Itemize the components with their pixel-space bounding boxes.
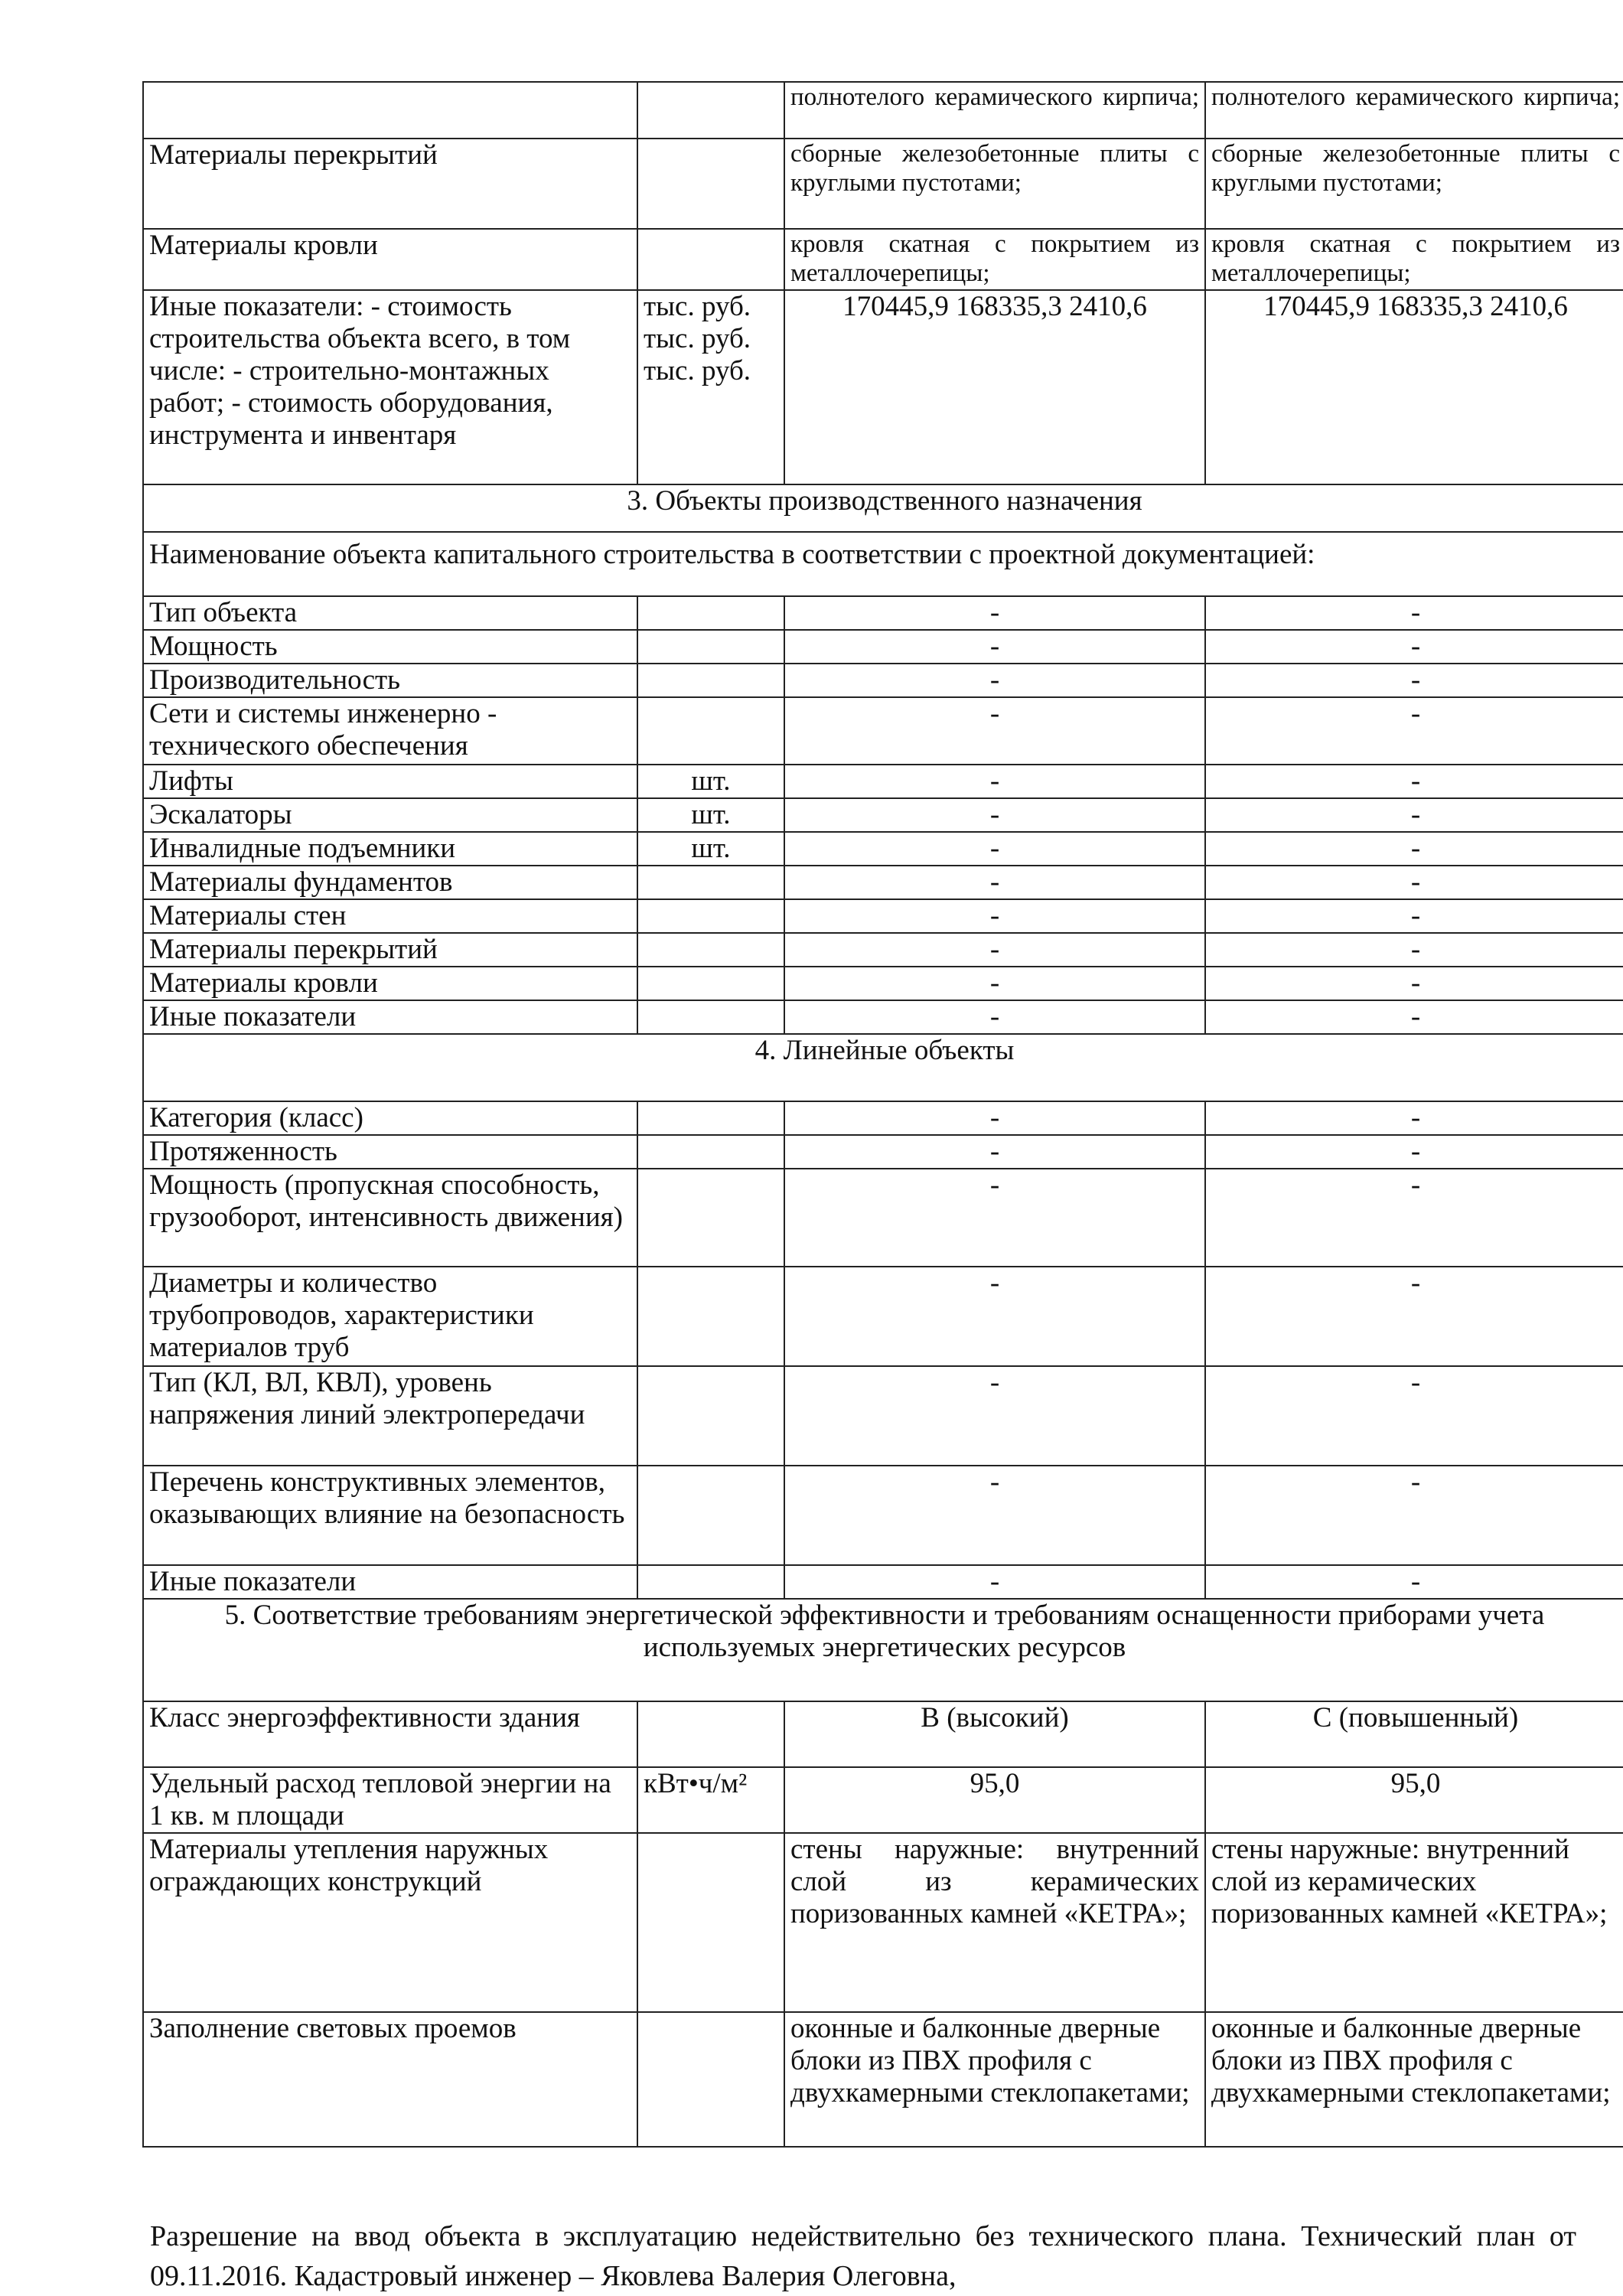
- row-value-project: стены наружные: внутренний слой из керамических поризованных камней «КЕТРА»;: [784, 1833, 1205, 2012]
- row-value-actual: оконные и балконные дверные блоки из ПВХ профиля с двухкамерными стеклопакетами;: [1205, 2012, 1623, 2147]
- table-row: [143, 1833, 1623, 2012]
- row-value-project: -: [784, 1169, 1205, 1267]
- row-label: Эскалаторы: [143, 798, 637, 832]
- row-value-project: -: [784, 832, 1205, 866]
- row-value-project: сборные железобетонные плиты с круглыми пустотами;: [784, 139, 1205, 229]
- row-label: Заполнение световых проемов: [143, 2012, 637, 2147]
- row-label: Материалы стен: [143, 899, 637, 933]
- row-value-project: полнотелого керамического кирпича;: [784, 82, 1205, 139]
- table-row: [143, 933, 1623, 967]
- row-label: Тип объекта: [143, 596, 637, 630]
- row-value-actual: -: [1205, 765, 1623, 798]
- row-value-project: -: [784, 630, 1205, 664]
- row-value-project: оконные и балконные дверные блоки из ПВХ профиля с двухкамерными стеклопакетами;: [784, 2012, 1205, 2147]
- row-value-project: 170445,9 168335,3 2410,6: [784, 290, 1205, 484]
- row-unit: [637, 866, 784, 899]
- row-label: Материалы кровли: [143, 229, 637, 290]
- row-value-project: кровля скатная с покрытием из металлочерепицы;: [784, 229, 1205, 290]
- row-value-actual: -: [1205, 1101, 1623, 1135]
- row-unit: [637, 1000, 784, 1034]
- row-value-project: -: [784, 798, 1205, 832]
- row-label: Мощность: [143, 630, 637, 664]
- row-unit: [637, 1135, 784, 1169]
- table-row: [143, 664, 1623, 697]
- row-label: Тип (КЛ, ВЛ, КВЛ), уровень напряжения линий электропередачи: [143, 1366, 637, 1466]
- row-value-actual: -: [1205, 630, 1623, 664]
- row-unit: [637, 630, 784, 664]
- row-label: Удельный расход тепловой энергии на 1 кв. м площади: [143, 1767, 637, 1833]
- row-value-project: -: [784, 1000, 1205, 1034]
- row-value-project: В (высокий): [784, 1701, 1205, 1767]
- table-row: [143, 1565, 1623, 1599]
- section-title: 3. Объекты производственного назначения: [143, 484, 1623, 532]
- row-unit: [637, 899, 784, 933]
- row-unit: [637, 1701, 784, 1767]
- row-unit: [637, 1169, 784, 1267]
- row-label: Диаметры и количество трубопроводов, характеристики материалов труб: [143, 1267, 637, 1366]
- row-label: [143, 82, 637, 139]
- row-label: Протяженность: [143, 1135, 637, 1169]
- table-row: [143, 2012, 1623, 2147]
- row-label: Лифты: [143, 765, 637, 798]
- row-label: Иные показатели: [143, 1565, 637, 1599]
- row-value-project: -: [784, 1466, 1205, 1565]
- table-row: [143, 290, 1623, 484]
- row-value-actual: -: [1205, 798, 1623, 832]
- row-unit: [637, 1565, 784, 1599]
- row-label: Сети и системы инженерно - технического обеспечения: [143, 697, 637, 765]
- row-unit: [637, 967, 784, 1000]
- row-label: Перечень конструктивных элементов, оказывающих влияние на безопасность: [143, 1466, 637, 1565]
- row-value-actual: 95,0: [1205, 1767, 1623, 1833]
- object-name-label: Наименование объекта капитального строительства в соответствии с проектной документацией:: [143, 532, 1623, 596]
- row-value-actual: сборные железобетонные плиты с круглыми пустотами;: [1205, 139, 1623, 229]
- row-unit: [637, 933, 784, 967]
- table-row: [143, 532, 1623, 596]
- row-value-actual: полнотелого керамического кирпича;: [1205, 82, 1623, 139]
- row-value-actual: -: [1205, 596, 1623, 630]
- table-row: [143, 1466, 1623, 1565]
- section-title: 5. Соответствие требованиям энергетической эффективности и требованиям оснащенности приборами учета используемых энергетических ресурсов: [143, 1599, 1623, 1701]
- row-unit: шт.: [637, 798, 784, 832]
- row-unit: [637, 697, 784, 765]
- row-value-actual: стены наружные: внутренний слой из керамических поризованных камней «КЕТРА»;: [1205, 1833, 1623, 2012]
- row-value-project: -: [784, 1366, 1205, 1466]
- table-row: [143, 899, 1623, 933]
- section-header: [143, 1599, 1623, 1701]
- table-row: [143, 1267, 1623, 1366]
- row-value-actual: С (повышенный): [1205, 1701, 1623, 1767]
- table-row: [143, 967, 1623, 1000]
- row-label: Иные показатели: - стоимость строительства объекта всего, в том числе: - строительно-монтажных работ; - стоимость оборудования, инструмента и инвентаря: [143, 290, 637, 484]
- section-header: [143, 1034, 1623, 1101]
- row-unit: [637, 596, 784, 630]
- row-unit: кВт•ч/м²: [637, 1767, 784, 1833]
- table-row: [143, 765, 1623, 798]
- table-row: [143, 832, 1623, 866]
- row-value-actual: кровля скатная с покрытием из металлочерепицы;: [1205, 229, 1623, 290]
- row-value-actual: -: [1205, 832, 1623, 866]
- row-value-actual: -: [1205, 899, 1623, 933]
- row-label: Материалы перекрытий: [143, 933, 637, 967]
- row-unit: [637, 1267, 784, 1366]
- row-value-project: -: [784, 967, 1205, 1000]
- row-value-actual: -: [1205, 1135, 1623, 1169]
- row-label: Материалы кровли: [143, 967, 637, 1000]
- row-value-actual: -: [1205, 967, 1623, 1000]
- row-unit: тыс. руб. тыс. руб. тыс. руб.: [637, 290, 784, 484]
- characteristics-table: [142, 81, 1623, 2148]
- row-value-actual: -: [1205, 697, 1623, 765]
- row-label: Мощность (пропускная способность, грузооборот, интенсивность движения): [143, 1169, 637, 1267]
- table-row: [143, 1135, 1623, 1169]
- row-value-project: -: [784, 933, 1205, 967]
- row-unit: шт.: [637, 832, 784, 866]
- row-unit: [637, 82, 784, 139]
- row-label: Инвалидные подъемники: [143, 832, 637, 866]
- row-value-project: -: [784, 664, 1205, 697]
- row-value-actual: -: [1205, 1366, 1623, 1466]
- row-unit: [637, 229, 784, 290]
- row-value-actual: -: [1205, 1565, 1623, 1599]
- row-value-actual: -: [1205, 1466, 1623, 1565]
- row-value-actual: -: [1205, 1000, 1623, 1034]
- row-unit: [637, 664, 784, 697]
- table-row: [143, 1767, 1623, 1833]
- row-unit: [637, 1101, 784, 1135]
- row-value-project: -: [784, 866, 1205, 899]
- row-value-actual: -: [1205, 1169, 1623, 1267]
- table-row: [143, 82, 1623, 139]
- row-value-project: -: [784, 1565, 1205, 1599]
- row-unit: [637, 1366, 784, 1466]
- table-row: [143, 139, 1623, 229]
- row-label: Класс энергоэффективности здания: [143, 1701, 637, 1767]
- row-unit: [637, 1466, 784, 1565]
- row-value-project: -: [784, 1101, 1205, 1135]
- row-value-actual: -: [1205, 866, 1623, 899]
- table-row: [143, 1701, 1623, 1767]
- row-unit: [637, 1833, 784, 2012]
- row-value-project: -: [784, 765, 1205, 798]
- row-label: Иные показатели: [143, 1000, 637, 1034]
- table-row: [143, 630, 1623, 664]
- table-row: [143, 697, 1623, 765]
- row-value-actual: 170445,9 168335,3 2410,6: [1205, 290, 1623, 484]
- row-label: Категория (класс): [143, 1101, 637, 1135]
- section-header: [143, 484, 1623, 532]
- row-label: Материалы перекрытий: [143, 139, 637, 229]
- row-value-project: -: [784, 697, 1205, 765]
- row-unit: [637, 139, 784, 229]
- row-value-actual: -: [1205, 664, 1623, 697]
- section-title: 4. Линейные объекты: [143, 1034, 1623, 1101]
- table-row: [143, 1101, 1623, 1135]
- table-row: [143, 229, 1623, 290]
- row-value-project: -: [784, 899, 1205, 933]
- row-value-project: -: [784, 596, 1205, 630]
- row-label: Производительность: [143, 664, 637, 697]
- row-value-project: -: [784, 1135, 1205, 1169]
- table-row: [143, 1169, 1623, 1267]
- row-value-project: -: [784, 1267, 1205, 1366]
- row-label: Материалы фундаментов: [143, 866, 637, 899]
- row-value-project: 95,0: [784, 1767, 1205, 1833]
- table-row: [143, 798, 1623, 832]
- table-row: [143, 866, 1623, 899]
- table-row: [143, 1366, 1623, 1466]
- row-value-actual: -: [1205, 1267, 1623, 1366]
- row-unit: шт.: [637, 765, 784, 798]
- table-row: [143, 596, 1623, 630]
- row-unit: [637, 2012, 784, 2147]
- footer-note: Разрешение на ввод объекта в эксплуатацию недействительно без технического плана. Технический план от 09.11.2016. Кадастровый инженер – Яковлева Валерия Олеговна,: [150, 2220, 1576, 2292]
- table-row: [143, 1000, 1623, 1034]
- row-label: Материалы утепления наружных ограждающих конструкций: [143, 1833, 637, 2012]
- row-value-actual: -: [1205, 933, 1623, 967]
